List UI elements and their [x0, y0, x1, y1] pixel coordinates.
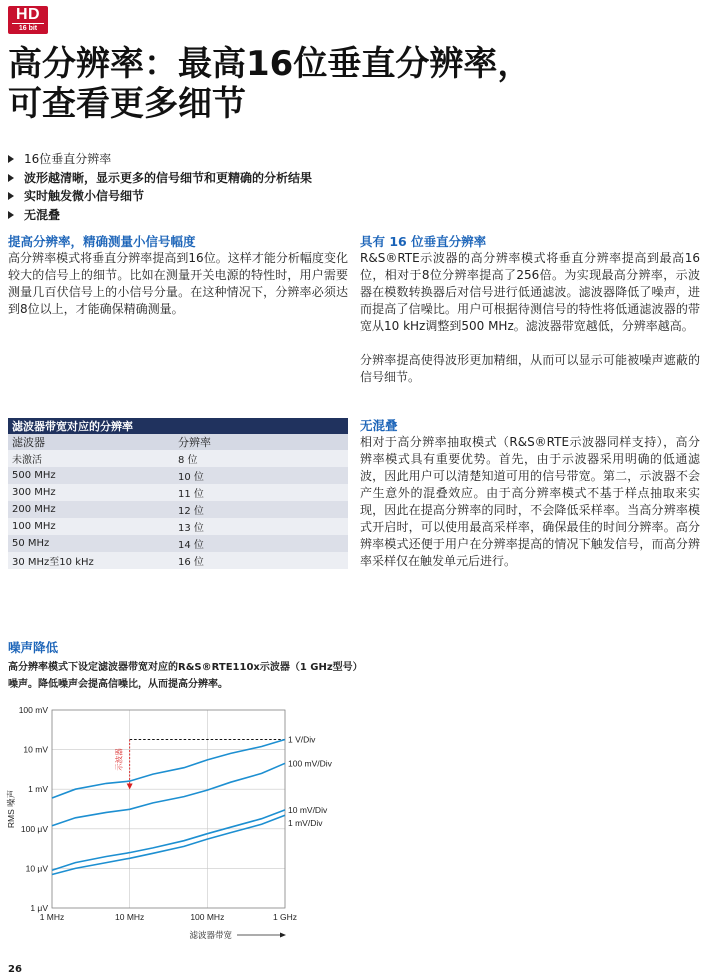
table-row	[8, 467, 348, 484]
chart-y-tick-label: 10 μV	[25, 863, 48, 874]
table-row	[8, 552, 348, 569]
chart-series-line	[52, 763, 285, 825]
triangle-bullet-icon	[8, 192, 14, 200]
table-row	[8, 450, 348, 467]
section-body: 分辨率提高使得波形更加精细，从而可以显示可能被噪声遮蔽的信号细节。	[360, 353, 700, 384]
chart-y-tick-label: 100 μV	[20, 823, 48, 834]
table-row	[8, 501, 348, 518]
chart-y-tick-label: 10 mV	[23, 744, 48, 755]
table-row	[8, 518, 348, 535]
chart-y-tick-label: 1 μV	[30, 903, 48, 913]
feature-text: 无混叠	[24, 207, 61, 222]
chart-series-label: 10 mV/Div	[288, 804, 328, 815]
feature-list	[8, 150, 312, 224]
title-line-2: 可查看更多细节	[8, 84, 246, 124]
chart-series-label: 1 V/Div	[288, 734, 316, 745]
feature-text: 实时触发微小信号细节	[24, 189, 145, 203]
page-number: 26	[8, 964, 22, 975]
section-no-aliasing	[360, 418, 700, 570]
feature-item	[8, 187, 312, 206]
table-cell: 500 MHz	[8, 467, 174, 484]
chart-y-axis-label: RMS 噪声	[6, 789, 16, 829]
table-cell: 30 MHz至10 kHz	[8, 552, 174, 569]
table-cell: 200 MHz	[8, 501, 174, 518]
table-cell: 13 位	[174, 518, 348, 535]
table-caption: 滤波器带宽对应的分辨率	[8, 418, 348, 434]
arrow-down-icon	[127, 783, 133, 789]
table-cell: 16 位	[174, 552, 348, 569]
table-cell: 11 位	[174, 484, 348, 501]
chart-x-tick-label: 100 MHz	[190, 912, 225, 922]
noise-caption-line-1: 高分辨率模式下设定滤波器带宽对应的R&S®RTE110x示波器（1 GHz型号）	[8, 662, 363, 673]
section-precision	[8, 234, 348, 318]
table-row	[8, 484, 348, 501]
section-16bit	[360, 234, 700, 386]
table-cell: 14 位	[174, 535, 348, 552]
table-cell: 未激活	[8, 450, 174, 467]
hd-logo-bit: 16 bit	[12, 23, 44, 33]
feature-text: 波形越清晰，显示更多的信号细节和更精确的分析结果	[24, 170, 313, 185]
chart-x-tick-label: 10 MHz	[115, 912, 145, 922]
noise-chart	[0, 700, 360, 950]
table-cell: 10 位	[174, 467, 348, 484]
table-cell: 12 位	[174, 501, 348, 518]
resolution-table	[8, 418, 348, 569]
section-body: 高分辨率模式将垂直分辨率提高到16位。这样才能分析幅度变化较大的信号上的细节。比如在测量开关电源的特性时，用户需要测量几百伏信号上的小信号分量。在这种情况下，分辨率必须达到8位以上，才能确保精确测量。	[8, 251, 348, 316]
chart-x-tick-label: 1 MHz	[39, 912, 65, 922]
feature-item	[8, 169, 312, 188]
table-header: 滤波器	[8, 434, 174, 450]
hd-16bit-logo	[8, 6, 48, 34]
feature-item	[8, 206, 312, 225]
chart-y-tick-label: 1 mV	[28, 784, 48, 795]
chart-plot-frame	[52, 710, 285, 908]
section-body: 相对于高分辨率抽取模式（R&S®RTE示波器同样支持），高分辨率模式具有重要优势。首先，由于示波器采用明确的低通滤波，因此用户可以清楚知道可用的信号带宽。第二，示波器不会产生意外的混叠效应。由于高分辨率模式不基于样点抽取来实现，因此在提高分辨率的同时，不会降低采样率。当高分辨率模式开启时，可以使用最高采样率，确保最佳的时间分辨率。高分辨率模式还便于用户在分辨率提高的情况下触发信号，而高分辨率采样仅在触发单元后进行。	[360, 435, 700, 568]
feature-text: 16位垂直分辨率	[24, 152, 112, 166]
table-header: 分辨率	[174, 434, 348, 450]
triangle-bullet-icon	[8, 155, 14, 163]
chart-annotation: 示波器	[114, 748, 124, 771]
table-cell: 8 位	[174, 450, 348, 467]
chart-x-tick-label: 1 GHz	[272, 912, 298, 922]
triangle-bullet-icon	[8, 174, 14, 182]
chart-series-label: 1 mV/Div	[288, 818, 323, 829]
chart-series-line	[52, 810, 285, 870]
noise-heading: 噪声降低	[8, 640, 59, 655]
chart-x-axis-label: 滤波器带宽	[189, 930, 232, 940]
chart-series-label: 100 mV/Div	[288, 758, 332, 769]
table-cell: 50 MHz	[8, 535, 174, 552]
table-cell: 300 MHz	[8, 484, 174, 501]
noise-caption-line-2: 噪声。降低噪声会提高信噪比，从而提高分辨率。	[8, 679, 228, 690]
noise-caption	[8, 659, 708, 693]
section-heading: 具有 16 位垂直分辨率	[360, 234, 487, 249]
table-row	[8, 535, 348, 552]
section-body: R&S®RTE示波器的高分辨率模式将垂直分辨率提高到最高16位，相对于8位分辨率提高了256倍。为实现最高分辨率，示波器在模数转换器后对信号进行低通滤波。滤波器降低了噪声，进而提高了信噪比。用户可根据待测信号的特性将低通滤波器的带宽从10 kHz调整到500 MHz。滤波器带宽越低，分辨率越高。	[360, 251, 700, 333]
table-cell: 100 MHz	[8, 518, 174, 535]
hd-logo-text: HD	[15, 6, 41, 23]
feature-item	[8, 150, 312, 169]
arrow-right-icon	[280, 933, 286, 938]
triangle-bullet-icon	[8, 211, 14, 219]
section-heading: 无混叠	[360, 418, 398, 433]
title-line-1: 高分辨率：最高16位垂直分辨率，	[8, 44, 532, 84]
section-heading: 提高分辨率，精确测量小信号幅度	[8, 234, 196, 249]
chart-y-tick-label: 100 mV	[18, 705, 48, 715]
page-title	[8, 44, 708, 124]
